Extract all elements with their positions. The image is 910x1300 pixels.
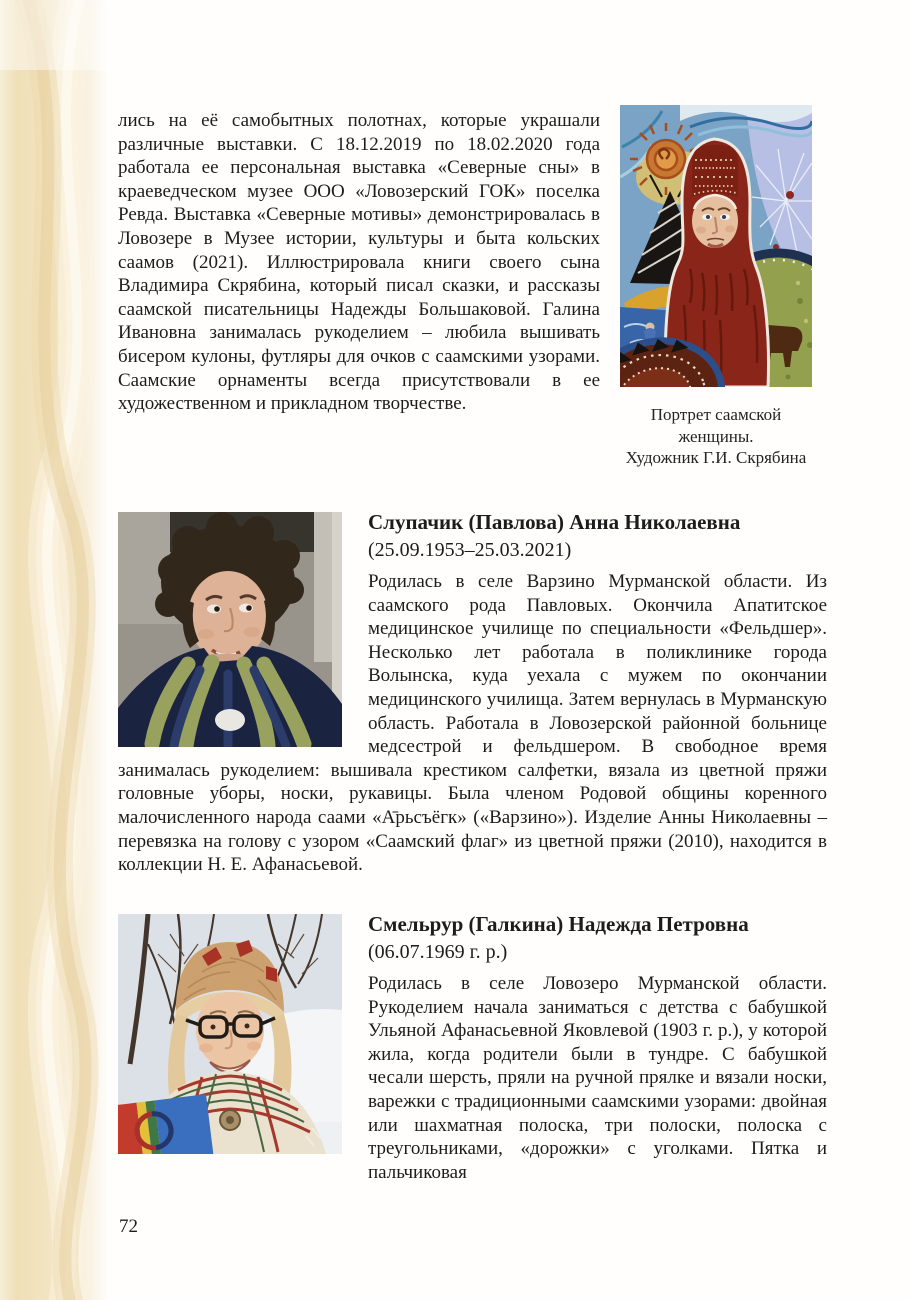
saami-woman-painting-image xyxy=(620,105,812,387)
intro-section xyxy=(118,109,812,477)
bio-heading: Смельрур (Галкина) Надежда Петровна xyxy=(368,912,749,936)
parchment-wave-graphic xyxy=(0,0,110,1300)
bio-section-smelrur xyxy=(118,910,827,1198)
decorative-left-band xyxy=(0,0,110,1300)
bio-dates: (25.09.1953–25.03.2021) xyxy=(368,539,572,561)
portrait-caption xyxy=(620,404,812,469)
portrait-caption-line3: Художник Г.И. Скрябина xyxy=(625,448,807,467)
bio-dates: (06.07.1969 г. р.) xyxy=(368,941,508,963)
page-number: 72 xyxy=(119,1216,138,1237)
portrait-figure xyxy=(620,105,812,469)
bio-text-wrap: Родилась в селе Ловозеро Мурманской области. Рукоделием начала заниматься с детства с бабушкой Ульяной Афанасьевной Яковлевой (1903 г. р.), у которой жила, когда родители были в тундре. С бабушкой чесали шерсть, пряли на ручной прялке и вязали носки, варежки с традиционными саамскими узорами: двойная или шахматная полоска, три полоски, полоска с треугольниками, «дорожки» с уголками. Пятка и пальчиковая xyxy=(368,973,827,1183)
bio-text-wrap: Родилась в селе Варзино Мурманской области. Из саамского рода Павловых. Окончила Апатитское медицинское училище по специальности «Фельдшер». Несколько лет работала в поликлинике города Волынска, куда уехала с мужем по окончании медицинского училища. Затем вернулась в Мурманскую область. Работала в Ловозерской районной больнице медсестрой и фельдшером. xyxy=(368,571,827,758)
intro-paragraph: лись на её самобытных полотнах, которые украшали различные выставки. С 18.12.2019 по 18.02.2020 года работала ее персональная выставка «Северные сны» в краеведческом музее ООО «Ловозерский ГОК» поселка Ревда. Выставка «Северные мотивы» демонстрировалась в Ловозере в Музее истории, культуры и быта кольских саамов (2021). Иллюстрировала книги своего сына Владимира Скрябина, который писал сказки, и рассказы саамской писательницы Надежды Большаковой. Галина Ивановна занималась рукоделием – любила вышивать бисером кулоны, футляры для очков с саамскими узорами. Саамские орнаменты всегда присутствовали в ее художественном и прикладном творчестве. xyxy=(118,110,600,415)
bio-text-full: В свободное время занималась рукоделием: вышивала крестиком салфетки, вязала из цветной пряжи головные уборы, носки, рукавицы. Была членом Родовой общины коренного малочисленного народа саами «А̄рьсъёгк» («Варзино»). Изделие Анны Николаевны – перевязка на голову с узором «Саамский флаг» из цветной пряжи (2010), находится в коллекции Н. Е. Афанасьевой. xyxy=(118,736,828,876)
bio-heading: Слупачик (Павлова) Анна Николаевна xyxy=(368,510,741,534)
portrait-caption-line2: женщины. xyxy=(678,426,754,446)
portrait-caption-line1: Портрет саамской xyxy=(650,405,782,424)
smelrur-photo xyxy=(118,914,342,1154)
bio-section-slupachik xyxy=(118,508,827,877)
slupachik-photo xyxy=(118,512,342,747)
smelrur-portrait-photo-image xyxy=(118,914,342,1154)
slupachik-portrait-photo-image xyxy=(118,512,342,747)
